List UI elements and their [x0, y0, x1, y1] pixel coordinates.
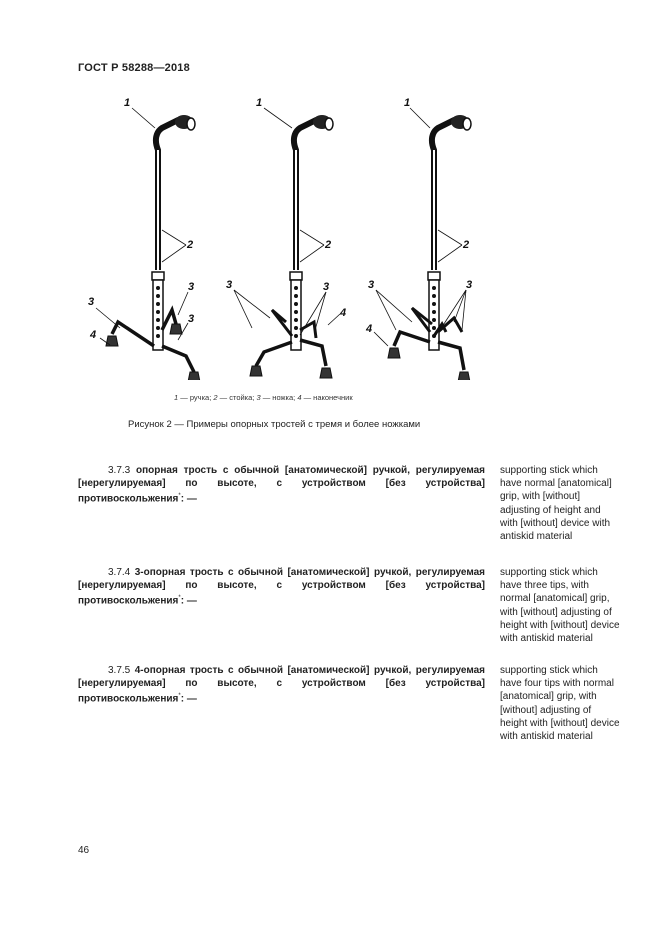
label-2-b: 2: [325, 239, 332, 251]
term-english-3-7-4: supporting stick which have three tips, with normal [anatomical] grip, with [without] adjusting of height with [without] device with antiskid material: [500, 567, 620, 645]
term-suffix: : —: [180, 493, 197, 505]
cane-1: [106, 115, 200, 380]
label-1-c: 1: [404, 97, 411, 109]
label-3-d: 3: [226, 279, 233, 291]
term-3-7-3: [78, 464, 485, 506]
label-3-e: 3: [323, 281, 330, 293]
term-suffix: : —: [180, 693, 197, 705]
legend-num-4: 4: [297, 393, 302, 402]
leaders-2: [234, 108, 340, 335]
figure-legend: [174, 393, 353, 402]
legend-text-3: — ножка;: [260, 393, 298, 402]
term-text: 3-опорная трость с обычной [анатомической] ручкой, регулируемая [нерегулируемая] по высоте, с устройством [без устройства] противоскольжения: [78, 567, 485, 607]
leaders-3: [374, 108, 466, 346]
term-text: опорная трость с обычной [анатомической] ручкой, регулируемая [нерегулируемая] по высоте, с устройством [без устройства] противоскольжения: [78, 465, 485, 505]
label-4-b: 4: [340, 307, 347, 319]
label-3-a: 3: [88, 296, 95, 308]
term-english-3-7-5: supporting stick which have four tips with normal [anatomical] grip, with [without] adjusting of height with [without] device with antiskid material: [500, 665, 620, 743]
term-text: 4-опорная трость с обычной [анатомической] ручкой, регулируемая [нерегулируемая] по высоте, с устройством [без устройства] противоскольжения: [78, 665, 485, 705]
document-header: ГОСТ Р 58288—2018: [78, 62, 190, 74]
label-4-a: 4: [90, 329, 97, 341]
label-2-c: 2: [463, 239, 470, 251]
legend-num-1: 1: [174, 393, 179, 402]
legend-text-1: — ручка;: [178, 393, 214, 402]
term-number: 3.7.5: [108, 665, 131, 676]
canes-drawing: [70, 90, 520, 380]
legend-num-2: 2: [213, 393, 218, 402]
label-1-b: 1: [256, 97, 263, 109]
term-3-7-4: [78, 566, 485, 608]
figure-canes: [70, 90, 520, 380]
term-footnote-mark: *: [178, 493, 181, 500]
term-english-3-7-3: supporting stick which have normal [anatomical] grip, with [without] adjusting of height and with [without] device with antiskid material: [500, 465, 612, 543]
legend-text-4: — наконечник: [301, 393, 353, 402]
cane-2: [250, 115, 333, 378]
term-footnote-mark: *: [178, 595, 181, 602]
term-3-7-5: [78, 664, 485, 706]
label-3-b: 3: [188, 281, 195, 293]
term-number: 3.7.3: [108, 465, 131, 476]
term-suffix: : —: [180, 595, 197, 607]
leaders-1: [96, 108, 188, 345]
label-3-g: 3: [466, 279, 473, 291]
term-footnote-mark: *: [178, 693, 181, 700]
legend-text-2: — стойка;: [217, 393, 257, 402]
label-4-c: 4: [366, 323, 373, 335]
label-3-c: 3: [188, 313, 195, 325]
legend-num-3: 3: [256, 393, 261, 402]
term-number: 3.7.4: [108, 567, 131, 578]
label-3-f: 3: [368, 279, 375, 291]
page-number: 46: [78, 845, 90, 856]
label-1-a: 1: [124, 97, 131, 109]
figure-caption: Рисунок 2 — Примеры опорных тростей с тремя и более ножками: [128, 419, 421, 430]
label-2-a: 2: [187, 239, 194, 251]
